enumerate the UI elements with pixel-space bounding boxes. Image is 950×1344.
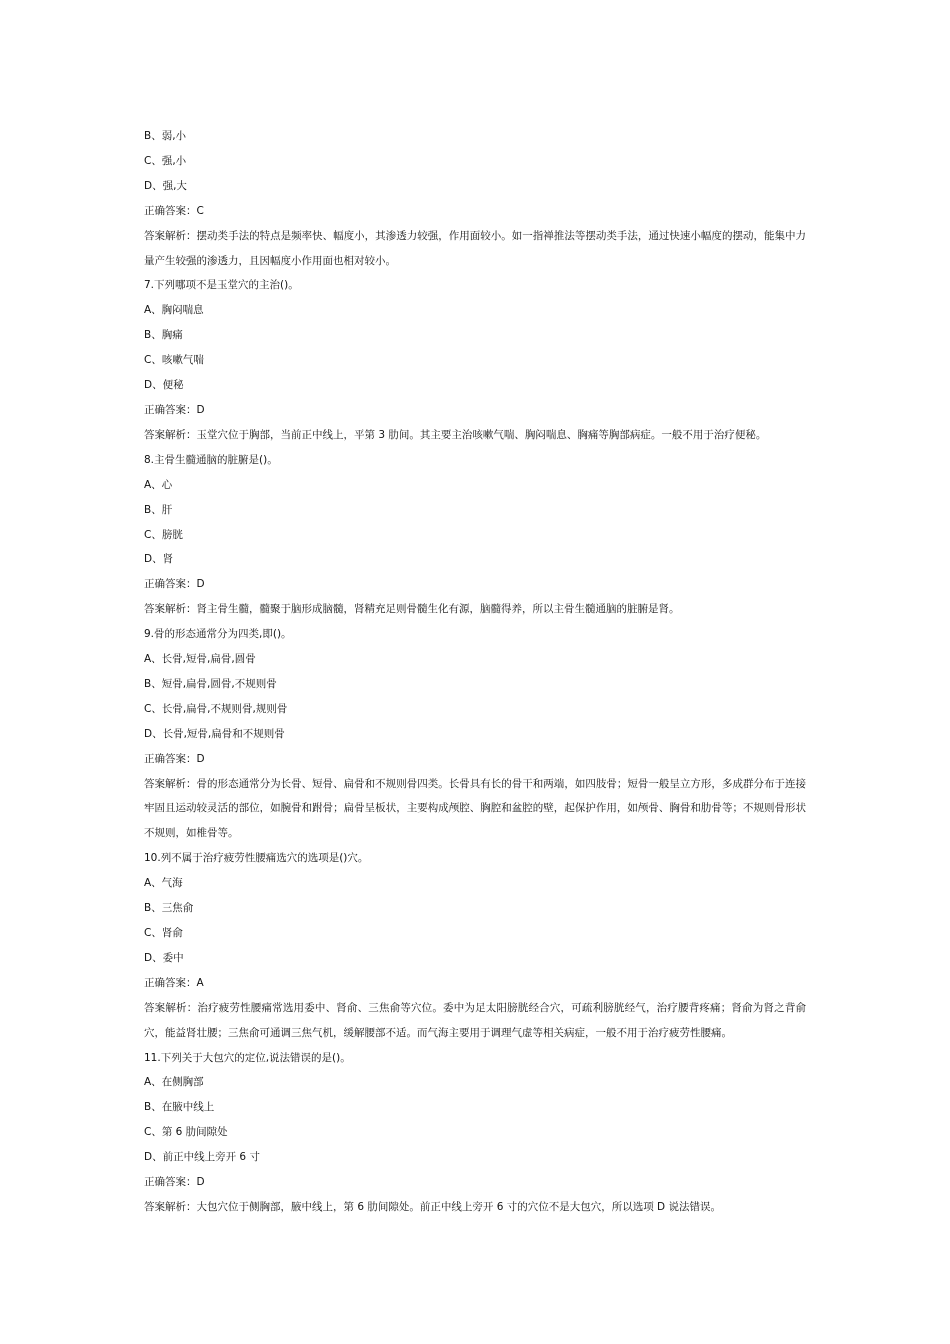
option: D、便秘 [144, 379, 184, 392]
document-page [144, 124, 806, 1220]
option: D、肾 [144, 553, 174, 566]
option: B、肝 [144, 503, 173, 516]
option: D、委中 [144, 951, 184, 964]
option: C、强,小 [144, 154, 187, 167]
option: C、长骨,扁骨,不规则骨,规则骨 [144, 702, 288, 715]
option: C、膀胱 [144, 528, 183, 541]
answer: 正确答案：D [144, 403, 205, 416]
option: A、胸闷喘息 [144, 304, 204, 317]
answer: 正确答案：D [144, 578, 205, 591]
answer: 正确答案：C [144, 204, 204, 217]
option: B、在腋中线上 [144, 1101, 215, 1114]
question: 9.骨的形态通常分为四类,即()。 [144, 628, 292, 641]
option: A、在侧胸部 [144, 1076, 204, 1089]
explanation: 答案解析：大包穴位于侧胸部，腋中线上，第 6 肋间隙处。前正中线上旁开 6 寸的穴位不是大包穴，所以选项 D 说法错误。 [144, 1200, 721, 1213]
option: A、心 [144, 478, 173, 491]
option: B、短骨,扁骨,圆骨,不规则骨 [144, 677, 277, 690]
answer: 正确答案：D [144, 1176, 205, 1189]
option: B、弱,小 [144, 130, 187, 142]
option: D、长骨,短骨,扁骨和不规则骨 [144, 727, 285, 740]
explanation: 答案解析：治疗疲劳性腰痛常选用委中、肾俞、三焦俞等穴位。委中为足太阳膀胱经合穴，可疏利膀胱经气，治疗腰背疼痛；肾俞为肾之背俞穴，能益肾壮腰；三焦俞可通调三焦气机，缓解腰部不适。而气海主要用于调理气虚等相关病症，一般不用于治疗疲劳性腰痛。 [144, 1001, 806, 1039]
option: D、强,大 [144, 179, 187, 192]
explanation: 答案解析：玉堂穴位于胸部，当前正中线上，平第 3 肋间。其主要主治咳嗽气喘、胸闷喘息、胸痛等胸部病症。一般不用于治疗便秘。 [144, 428, 767, 441]
option: C、咳嗽气喘 [144, 354, 204, 367]
option: B、三焦俞 [144, 902, 194, 915]
answer: 正确答案：D [144, 752, 205, 765]
explanation: 答案解析：摆动类手法的特点是频率快、幅度小，其渗透力较强，作用面较小。如一指禅推法等摆动类手法，通过快速小幅度的摆动，能集中力量产生较强的渗透力，且因幅度小作用面也相对较小。 [144, 229, 806, 267]
option: A、长骨,短骨,扁骨,圆骨 [144, 653, 256, 666]
question: 11.下列关于大包穴的定位,说法错误的是()。 [144, 1051, 351, 1064]
question: 10.列不属于治疗疲劳性腰痛选穴的选项是()穴。 [144, 852, 369, 865]
option: C、肾俞 [144, 927, 183, 939]
option: B、胸痛 [144, 329, 183, 342]
question: 8.主骨生髓通脑的脏腑是()。 [144, 453, 278, 466]
option: D、前正中线上旁开 6 寸 [144, 1151, 260, 1164]
answer: 正确答案：A [144, 976, 204, 989]
option: C、第 6 肋间隙处 [144, 1126, 228, 1139]
explanation: 答案解析：骨的形态通常分为长骨、短骨、扁骨和不规则骨四类。长骨具有长的骨干和两端，如四肢骨；短骨一般呈立方形，多成群分布于连接牢固且运动较灵活的部位，如腕骨和跗骨；扁骨呈板状，主要构成颅腔、胸腔和盆腔的壁，起保护作用，如颅骨、胸骨和肋骨等；不规则骨形状不规则，如椎骨等。 [144, 777, 806, 840]
explanation: 答案解析：肾主骨生髓，髓聚于脑形成脑髓，肾精充足则骨髓生化有源，脑髓得养，所以主骨生髓通脑的脏腑是肾。 [144, 603, 680, 616]
question: 7.下列哪项不是玉堂穴的主治()。 [144, 279, 299, 292]
option: A、气海 [144, 877, 183, 890]
